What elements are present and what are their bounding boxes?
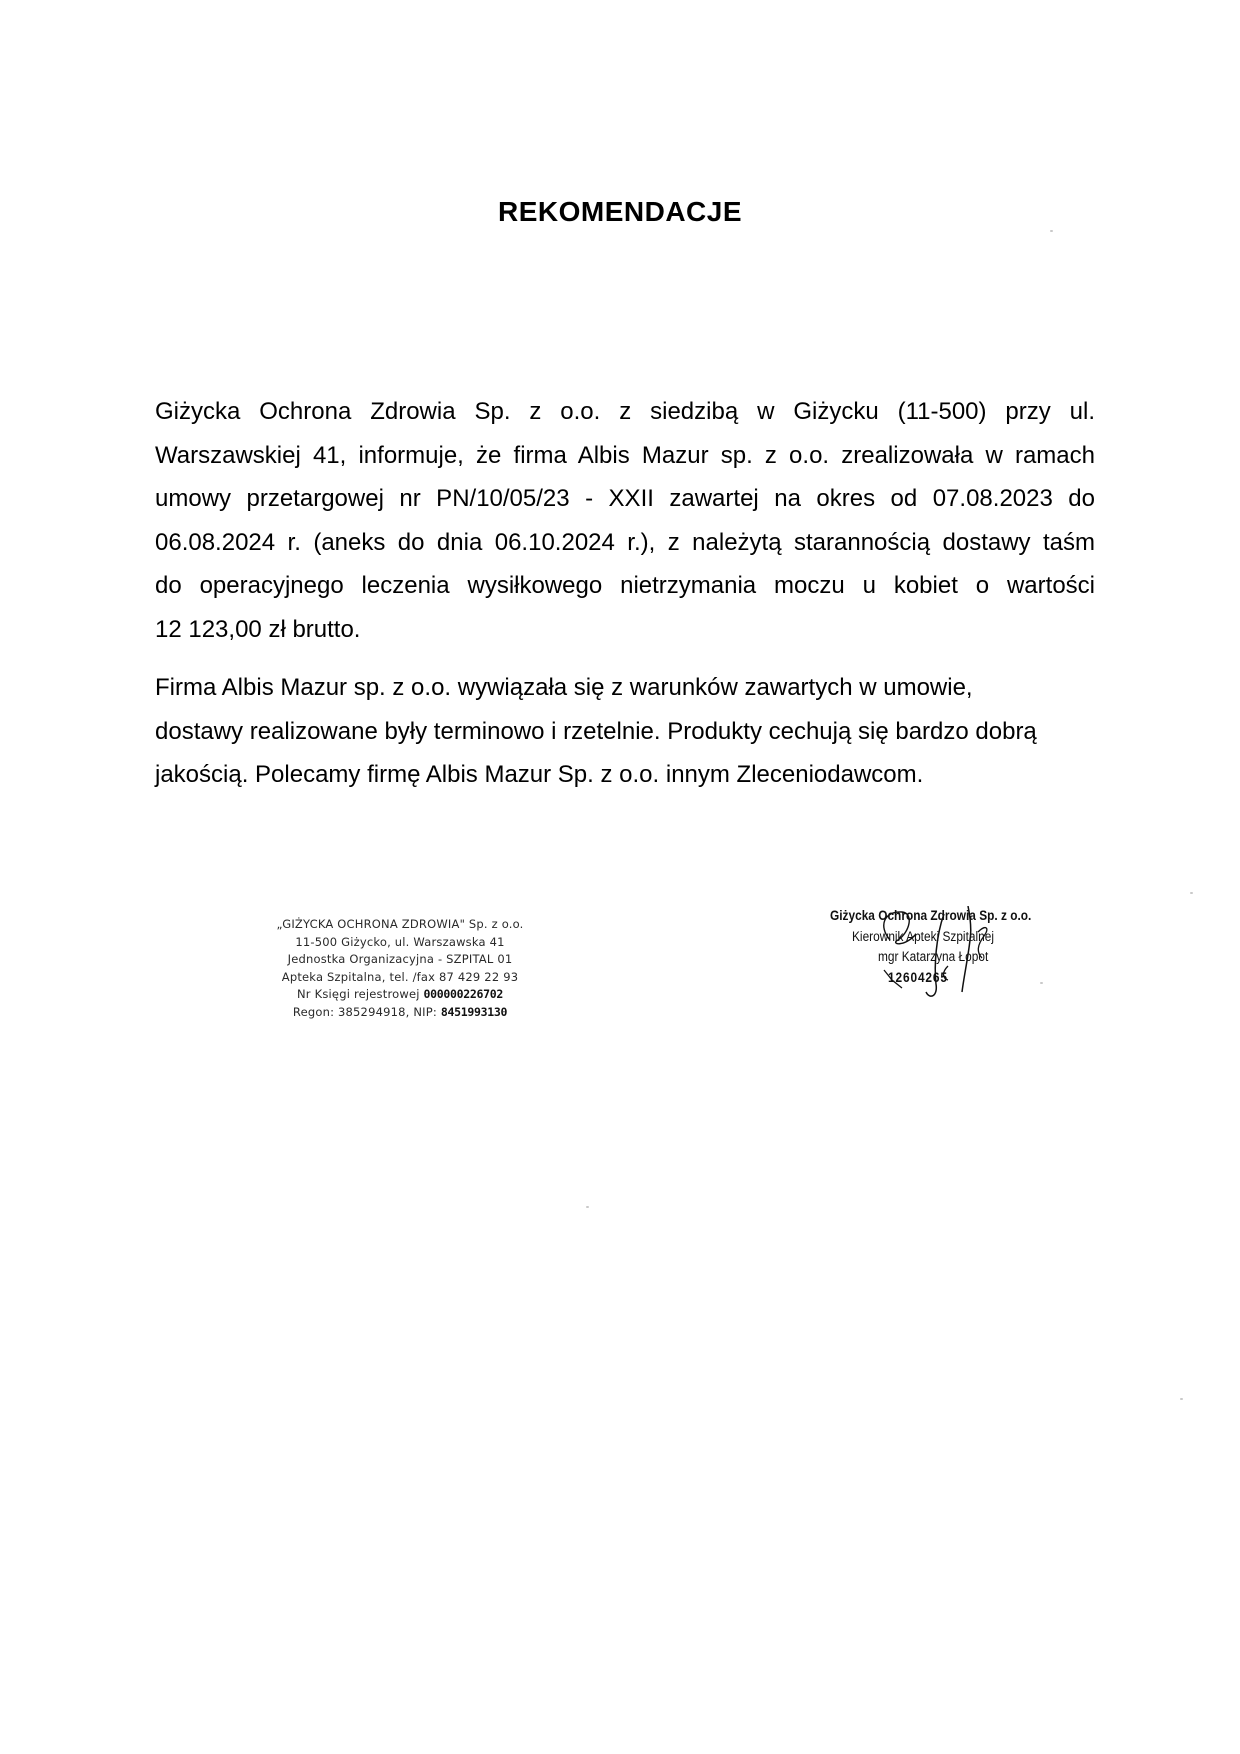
signature-stamp bbox=[818, 906, 1068, 1006]
stamp-register-label: Nr Księgi rejestrowej bbox=[297, 987, 424, 1001]
signature-stamp-company: Giżycka Ochrona Zdrowia Sp. z o.o. bbox=[830, 908, 1032, 923]
signature-stamp-person: mgr Katarzyna Łopot bbox=[878, 949, 989, 964]
stamp-register bbox=[250, 986, 550, 1004]
paragraph-assessment bbox=[155, 666, 1115, 797]
paragraph-line: jakością. Polecamy firmę Albis Mazur Sp. z o.o. innym Zleceniodawcom. bbox=[155, 761, 924, 788]
scan-speck bbox=[1040, 982, 1043, 984]
stamp-register-number: 000000226702 bbox=[423, 987, 503, 1001]
scan-speck bbox=[1180, 1398, 1183, 1400]
paragraph-line: Giżycka Ochrona Zdrowia Sp. z o.o. z siedzibą w Giżycku (11-500) przy ul. bbox=[155, 398, 1095, 425]
scan-speck bbox=[1190, 892, 1193, 894]
handwritten-signature bbox=[818, 906, 1068, 1006]
scan-speck bbox=[586, 1206, 589, 1208]
scan-speck bbox=[1050, 230, 1053, 232]
stamp-unit: Jednostka Organizacyjna - SZPITAL 01 bbox=[287, 952, 513, 966]
paragraph-line: 12 123,00 zł brutto. bbox=[155, 615, 361, 643]
paragraph-line: umowy przetargowej nr PN/10/05/23 - XXII zawartej na okres od 07.08.2023 do bbox=[155, 485, 1095, 512]
stamp-company-name: „GIŻYCKA OCHRONA ZDROWIA" Sp. z o.o. bbox=[276, 917, 524, 931]
signature-stamp-position: Kierownik Apteki Szpitalnej bbox=[852, 929, 994, 944]
paragraph-recommendation bbox=[155, 390, 1095, 651]
stamp-phone: Apteka Szpitalna, tel. /fax 87 429 22 93 bbox=[281, 969, 519, 984]
stamp-nip-number: 8451993130 bbox=[440, 1004, 508, 1019]
document-title: REKOMENDACJE bbox=[497, 196, 743, 227]
company-stamp bbox=[250, 916, 550, 1021]
paragraph-line: dostawy realizowane były terminowo i rzetelnie. Produkty cechują się bardzo dobrą bbox=[155, 717, 1037, 745]
stamp-address: 11-500 Giżycko, ul. Warszawska 41 bbox=[295, 934, 505, 949]
stamp-regon-label: Regon: 385294918, NIP: bbox=[292, 1004, 441, 1019]
paragraph-line: Firma Albis Mazur sp. z o.o. wywiązała się z warunków zawartych w umowie, bbox=[155, 674, 973, 701]
stamp-regon-nip bbox=[250, 1004, 550, 1022]
paragraph-line: do operacyjnego leczenia wysiłkowego nietrzymania moczu u kobiet o wartości bbox=[155, 572, 1095, 599]
signature-stamp-number: 12604265 bbox=[888, 970, 948, 985]
paragraph-line: 06.08.2024 r. (aneks do dnia 06.10.2024 r.), z należytą starannością dostawy taśm bbox=[155, 528, 1095, 556]
paragraph-line: Warszawskiej 41, informuje, że firma Albis Mazur sp. z o.o. zrealizowała w ramach bbox=[155, 441, 1095, 469]
